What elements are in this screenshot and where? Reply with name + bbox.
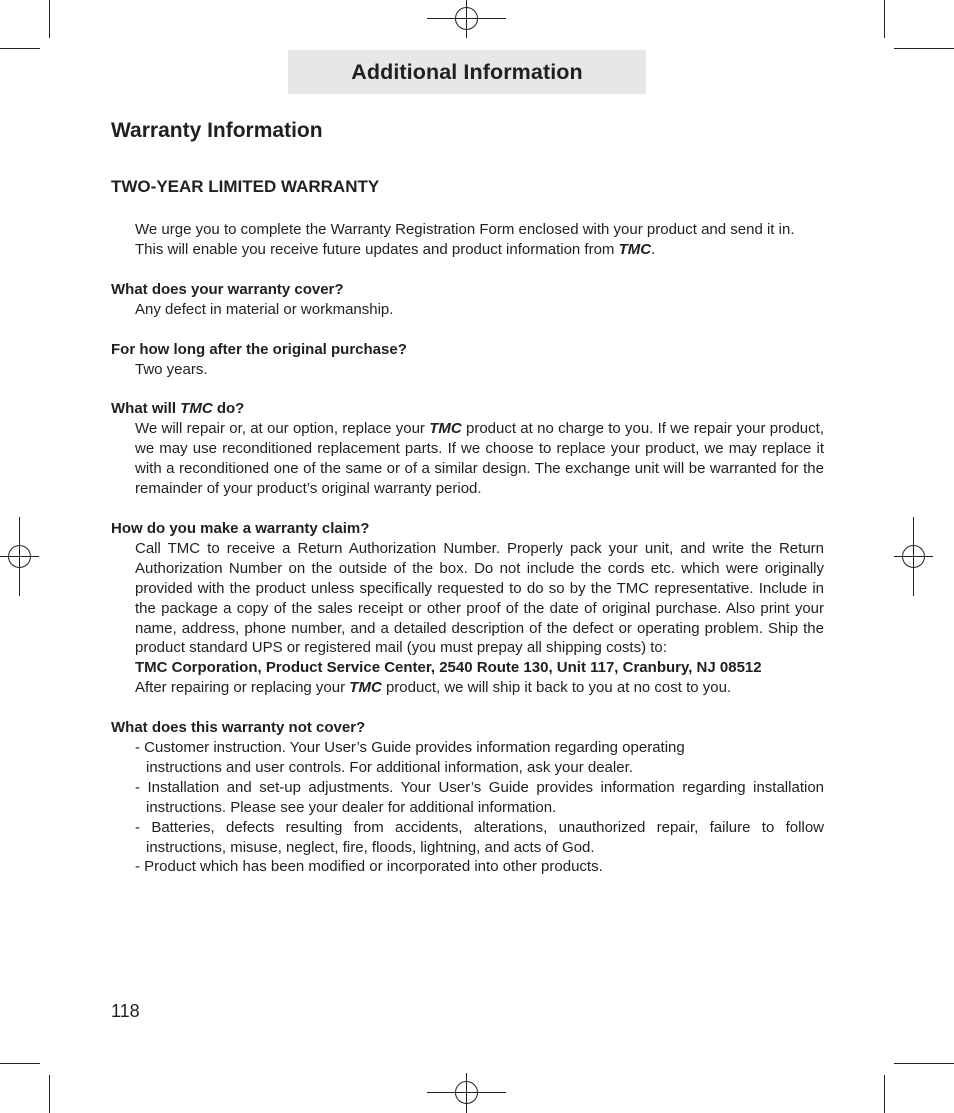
answer-tmc-do [111,419,824,499]
question-tmc-do-end: do? [212,400,245,418]
list-item: - Batteries, defects resulting from accidents, alterations, unauthorized repair, failure to follow instructions, misuse, neglect, fire, floods, lightning, and acts of God. [135,818,824,856]
intro-paragraph [111,220,824,260]
list-item: - Installation and set-up adjustments. Your User’s Guide provides information regarding installation instructions. Please see your dealer for additional information. [135,778,824,816]
registration-mark-right [894,517,933,596]
service-center-address: TMC Corporation, Product Service Center, 2540 Route 130, Unit 117, Cranbury, NJ 08512 [135,659,762,677]
question-tmc-do-brand: TMC [180,400,213,418]
warranty-subheading: TWO-YEAR LIMITED WARRANTY [111,177,380,196]
return-brand: TMC [349,679,382,697]
registration-mark-top [427,0,506,38]
header-banner [288,50,646,94]
intro-brand: TMC [618,240,652,258]
question-not-covered: What does this warranty not cover? [111,719,366,737]
registration-mark-bottom [427,1073,506,1113]
page-number: 118 [111,1001,140,1021]
answer-duration: Two years. [135,360,208,378]
list-item: - Customer instruction. Your User’s Guide provides information regarding operating instructions and user controls. For additional information, ask your dealer. [135,739,685,776]
warranty-section [111,117,824,877]
question-coverage: What does your warranty cover? [111,280,344,298]
return-text-end: product, we will ship it back to you at no cost to you. [381,679,732,697]
answer-tmc-do-brand: TMC [429,420,462,438]
answer-claim-return [111,678,824,698]
section-title: Warranty Information [111,119,323,142]
answer-coverage: Any defect in material or workmanship. [135,300,394,318]
header-title: Additional Information [351,59,583,84]
intro-text-end: . [651,240,656,258]
return-text-start: After repairing or replacing your [135,679,350,697]
list-item: - Product which has been modified or incorporated into other products. [135,858,603,876]
question-claim: How do you make a warranty claim? [111,519,370,537]
intro-text: We urge you to complete the Warranty Registration Form enclosed with your product and send it in. This will enable you receive future updates and product information from [135,221,795,258]
question-tmc-do-start: What will [111,400,181,418]
answer-claim: Call TMC to receive a Return Authorization Number. Properly pack your unit, and write the Return Authorization Number on the outside of the box. Do not include the cords etc. which were originally provided with the product unless specifically requested to do so by the TMC representative. Include in the package a copy of the sales receipt or other proof of the date of original purchase. Also print your name, address, phone number, and a detailed description of the defect or operating problem. Ship the product standard UPS or registered mail (you must prepay all shipping costs) to: [135,539,824,657]
question-tmc-do [111,399,824,419]
answer-tmc-do-start: We will repair or, at our option, replace your [135,420,430,438]
registration-mark-left [0,517,39,596]
question-duration: For how long after the original purchase? [111,340,407,358]
answer-tmc-do-end: product at no charge to you. If we repair your product, we may use reconditioned replacement parts. If we choose to replace your product, we may replace it with a reconditioned one of the same or of a similar design. The exchange unit will be warranted for the remainder of your product’s original warranty period. [135,420,824,498]
